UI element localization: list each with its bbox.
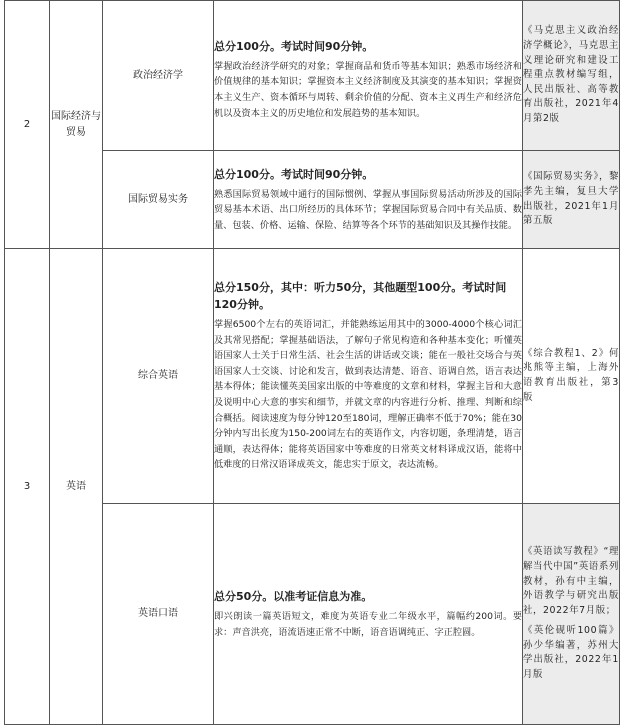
exam-requirement-cell xyxy=(214,151,523,249)
score-line: 总分100分。考试时间90分钟。 xyxy=(214,167,374,181)
category-cell xyxy=(50,1,103,249)
reference-book: 《综合教程1、2》何兆熊等主编，上海外语教育出版社，第3版 xyxy=(523,347,619,403)
row-number-cell xyxy=(5,1,50,249)
category-cell xyxy=(50,249,103,725)
subject-name-cell xyxy=(103,1,214,151)
exam-syllabus-table xyxy=(4,0,620,725)
subject-name: 综合英语 xyxy=(138,370,178,381)
subject-name-cell xyxy=(103,151,214,249)
subject-description: 掌握6500个左右的英语词汇，并能熟练运用其中的3000-4000个核心词汇及其常见搭配；掌握基础语法，了解句子常见构造和各种基本变化；听懂英语国家人士关于日常生活、社会生活的讲话或交谈；能在一般社交场合与英语国家人士交谈、讨论和发言，做到表达清楚、语音、语调自然，语言表达基本得体；能读懂英美国家出版的中等难度的文章和材料，掌握主旨和大意及说明中心大意的事实和细节，并就文章的内容进行分析、推理、判断和综合概括。阅读速度为每分钟120至180词，理解正确率不低于70%；能在30分钟内写出长度为150-200词左右的英语作文，内容切题，条理清楚，语言通顺，表达得体；能将英语国家中等难度的日常英文材料译成汉语，能将中低难度的日常汉语译成英文，能忠实于原文，表达流畅。 xyxy=(214,319,522,471)
reference-cell xyxy=(523,249,620,504)
table-row xyxy=(5,249,620,504)
exam-requirement-cell xyxy=(214,1,523,151)
table-row xyxy=(5,1,620,151)
subject-name: 政治经济学 xyxy=(133,69,183,81)
subject-description: 即兴朗读一篇英语短文，难度为英语专业二年级水平，篇幅约200词。要求：声音洪亮，语流语速正常不中断，语音语调纯正、字正腔圆。 xyxy=(214,610,522,638)
reference-book: 《英语读写教程》“理解当代中国”英语系列教材，孙有中主编，外语教学与研究出版社，2022年7月版； xyxy=(523,546,619,616)
row-number: 2 xyxy=(23,118,31,130)
subject-name-cell xyxy=(103,249,214,504)
score-line: 总分150分，其中：听力50分，其他题型100分。考试时间120分钟。 xyxy=(214,281,507,312)
score-line: 总分50分。以准考证信息为准。 xyxy=(214,589,373,603)
exam-requirement-cell xyxy=(214,249,523,504)
reference-book: 《英伦砚听100篇》孙少华编著，苏州大学出版社，2022年1月版 xyxy=(523,625,619,681)
subject-description: 熟悉国际贸易领域中通行的国际惯例、掌握从事国际贸易活动所涉及的国际贸易基本术语、出口所经历的具体环节；掌握国际贸易合同中有关品质、数量、包装、价格、运输、保险、结算等各个环节的基础知识及其操作技能。 xyxy=(214,188,522,231)
category-name: 英语 xyxy=(66,480,86,492)
subject-description: 掌握政治经济学研究的对象；掌握商品和货币等基本知识；熟悉市场经济和价值规律的基本知识；掌握资本主义经济制度及其演变的基本知识；掌握资本主义生产、资本循环与周转、剩余价值的分配、资本主义再生产和经济危机以及资本主义的历史地位和发展趋势的基本知识。 xyxy=(214,60,522,119)
category-name: 国际经济与贸易 xyxy=(51,110,101,138)
reference-cell xyxy=(523,1,620,151)
reference-book: 《马克思主义政治经济学概论》，马克思主义理论研究和建设工程重点教材编写组，人民出版社、高等教育出版社，2021年4月第2版 xyxy=(523,25,619,124)
score-line: 总分100分。考试时间90分钟。 xyxy=(214,39,374,53)
subject-name: 国际贸易实务 xyxy=(128,193,188,205)
reference-cell xyxy=(523,504,620,725)
reference-cell xyxy=(523,151,620,249)
row-number: 3 xyxy=(23,480,31,492)
exam-requirement-cell xyxy=(214,504,523,725)
reference-book: 《国际贸易实务》，黎孝先主编，复旦大学出版社，2021年1月第五版 xyxy=(523,171,619,227)
row-number-cell xyxy=(5,249,50,725)
subject-name-cell xyxy=(103,504,214,725)
subject-name: 英语口语 xyxy=(138,608,178,619)
